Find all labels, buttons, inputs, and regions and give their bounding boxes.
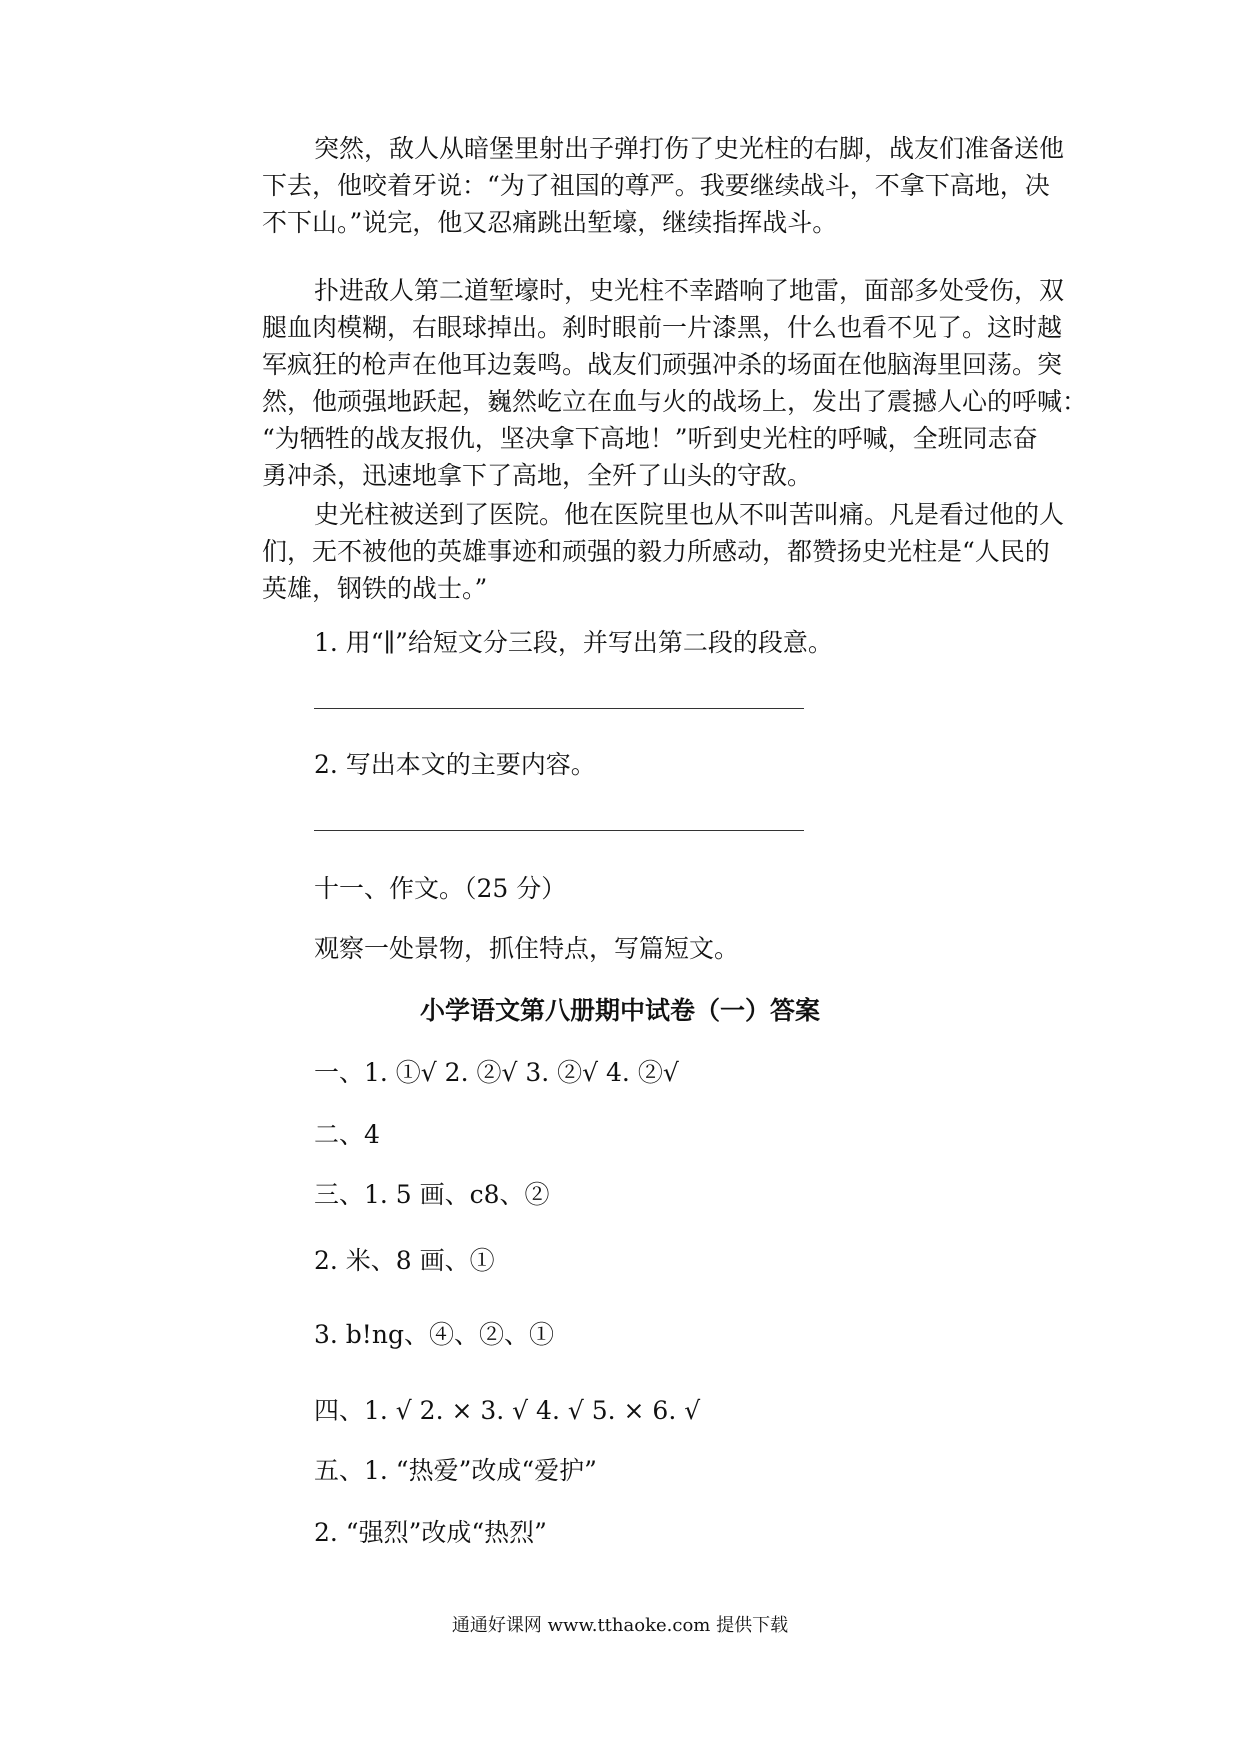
answer-key-title: 小学语文第八册期中试卷（一）答案 <box>419 996 820 1025</box>
composition-heading: 十一、作文。（25 分） <box>314 874 567 903</box>
text-line: 腿血肉模糊，右眼球掉出。刹时眼前一片漆黑，什么也看不见了。这时越 <box>262 313 1063 342</box>
text-line: 不下山。”说完，他又忍痛跳出堑壕，继续指挥战斗。 <box>262 208 838 237</box>
answer-line: 五、1. “热爱”改成“爱护” <box>314 1456 597 1485</box>
answer-line: 二、4 <box>314 1120 380 1149</box>
answer-line: 三、1. 5 画、c8、② <box>314 1180 550 1209</box>
passage-paragraph-2 <box>262 272 1088 494</box>
composition-prompt: 观察一处景物，抓住特点，写篇短文。 <box>314 934 740 963</box>
question-1: 1. 用“∥”给短文分三段，并写出第二段的段意。 <box>314 628 833 657</box>
text-line: 扑进敌人第二道堑壕时，史光柱不幸踏响了地雷，面部多处受伤，双 <box>314 276 1065 305</box>
answer-line: 四、1. √ 2. × 3. √ 4. √ 5. × 6. √ <box>314 1396 701 1425</box>
text-line: 们，无不被他的英雄事迹和顽强的毅力所感动，都赞扬史光柱是“人民的 <box>262 537 1050 566</box>
text-line: 英雄，钢铁的战士。” <box>262 574 488 603</box>
answer-line-2 <box>314 830 804 831</box>
answer-line: 2. “强烈”改成“热烈” <box>314 1518 547 1547</box>
answer-line: 3. b!ng、④、②、① <box>314 1320 554 1349</box>
answer-line: 2. 米、8 画、① <box>314 1246 495 1275</box>
question-2: 2. 写出本文的主要内容。 <box>314 750 596 779</box>
text-line: 下去，他咬着牙说：“为了祖国的尊严。我要继续战斗，不拿下高地，决 <box>262 171 1050 200</box>
text-line: 军疯狂的枪声在他耳边轰鸣。战友们顽强冲杀的场面在他脑海里回荡。突 <box>262 350 1063 379</box>
answer-line: 一、1. ①√ 2. ②√ 3. ②√ 4. ②√ <box>314 1058 679 1087</box>
passage-paragraph-3 <box>262 496 1065 607</box>
text-line: 然，他顽强地跃起，巍然屹立在血与火的战场上，发出了震撼人心的呼喊： <box>262 387 1088 416</box>
page-footer: 通通好课网 www.tthaoke.com 提供下载 <box>451 1615 789 1636</box>
text-line: 史光柱被送到了医院。他在医院里也从不叫苦叫痛。凡是看过他的人 <box>314 500 1065 529</box>
text-line: 突然，敌人从暗堡里射出子弹打伤了史光柱的右脚，战友们准备送他 <box>314 134 1065 163</box>
text-line: “为牺牲的战友报仇，坚决拿下高地！”听到史光柱的呼喊，全班同志奋 <box>262 424 1038 453</box>
text-line: 勇冲杀，迅速地拿下了高地，全歼了山头的守敌。 <box>262 461 813 490</box>
answer-line-1 <box>314 708 804 709</box>
passage-paragraph-1 <box>262 130 1065 241</box>
